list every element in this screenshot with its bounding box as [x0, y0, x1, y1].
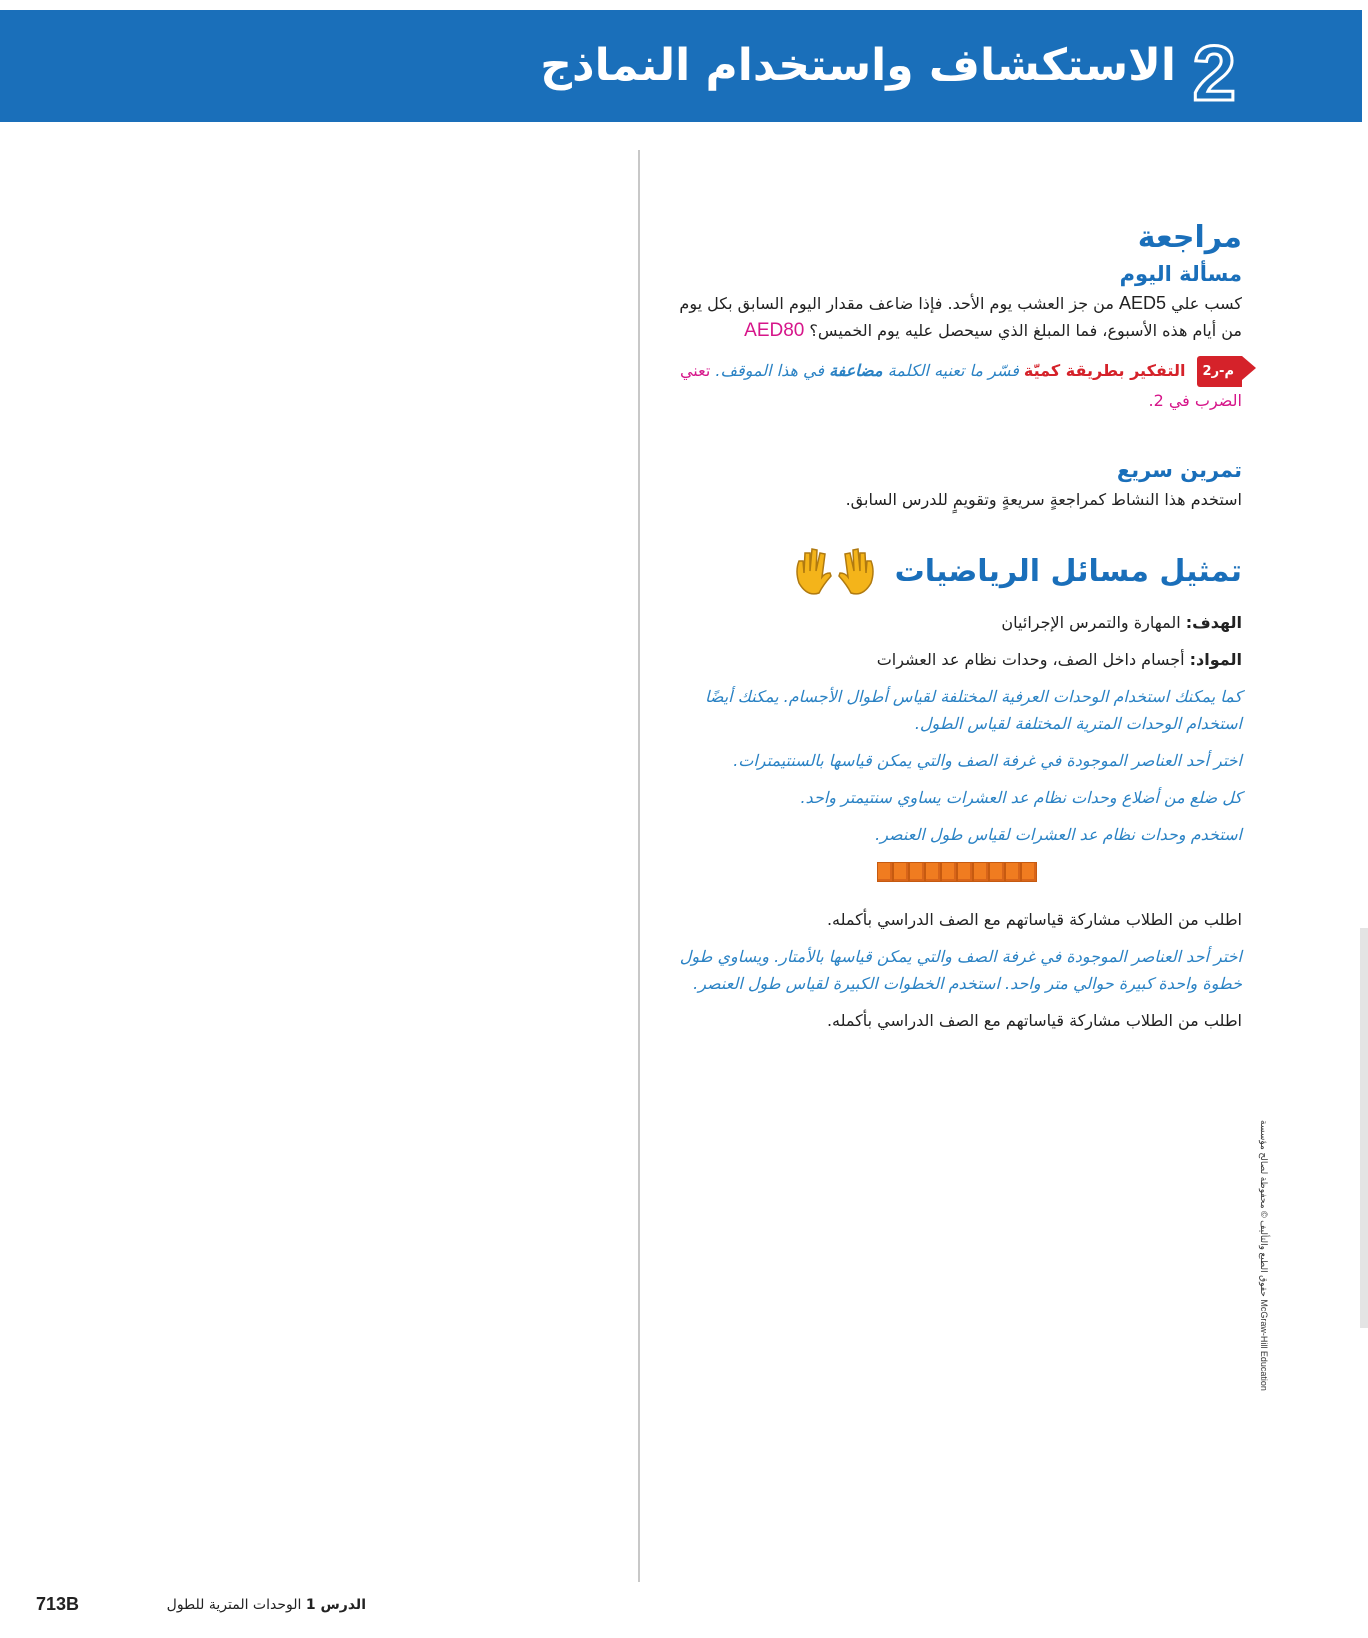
- lesson-reference: [167, 1597, 366, 1613]
- problem-of-day-heading: مسألة اليوم: [1119, 262, 1242, 286]
- copyright-text: حقوق الطبع والتأليف © محفوظة لصالح مؤسسة McGraw-Hill Education: [1259, 1120, 1269, 1391]
- base-ten-cube: [957, 862, 973, 882]
- activity-materials: [672, 646, 1242, 673]
- base-ten-cube: [1005, 862, 1021, 882]
- activity-goal: [672, 609, 1242, 636]
- chapter-title: الاستكشاف واستخدام النماذج: [540, 40, 1176, 91]
- materials-label: المواد:: [1189, 650, 1242, 669]
- base-ten-cube: [877, 862, 893, 882]
- think-quantitatively-note: [672, 356, 1242, 414]
- margin-bar: [1360, 928, 1368, 1328]
- page-number: 713B: [36, 1594, 80, 1614]
- column-divider: [638, 150, 640, 1582]
- main-column: [672, 218, 1242, 1034]
- problem-text: [672, 290, 1242, 344]
- base-ten-cube: [925, 862, 941, 882]
- problem-amount: AED5: [1119, 293, 1167, 313]
- think-text1: فسّر ما تعنيه الكلمة: [882, 361, 1024, 380]
- materials-text: أجسام داخل الصف، وحدات نظام عد العشرات: [876, 650, 1190, 669]
- activity-note-cube-side: كل ضلع من أضلاع وحدات نظام عد العشرات يساوي سنتيمتر واحد.: [800, 788, 1242, 807]
- quick-practice-heading: تمرين سريع: [1116, 458, 1242, 482]
- base-ten-cube: [989, 862, 1005, 882]
- base-ten-cube: [1021, 862, 1037, 882]
- chapter-banner: [0, 10, 1362, 122]
- problem-part2: من جز العشب يوم الأحد. فإذا ضاعف مقدار اليوم السابق بكل يوم من أيام هذه الأسبوع، فما المبلغ الذي سيحصل عليه يوم الخميس؟: [679, 294, 1242, 340]
- base-ten-rod: [672, 862, 1242, 882]
- review-heading: مراجعة: [1137, 220, 1242, 255]
- copyright-credit: [1255, 1120, 1275, 1440]
- think-label: التفكير بطريقة كميّة: [1023, 361, 1186, 380]
- base-ten-cube: [973, 862, 989, 882]
- base-ten-cube: [893, 862, 909, 882]
- goal-label: الهدف:: [1185, 613, 1242, 632]
- activity-note-measure: استخدم وحدات نظام عد العشرات لقياس طول العنصر.: [875, 825, 1242, 844]
- lesson-title: الوحدات المترية للطول: [166, 1597, 306, 1613]
- practice-badge-icon: م-ر2: [1197, 356, 1242, 387]
- activity-title: تمثيل مسائل الرياضيات: [894, 553, 1242, 589]
- activity-heading-row: [672, 543, 1242, 599]
- goal-text: المهارة والتمرس الإجرائيان: [1001, 613, 1186, 632]
- think-answer: تعني الضرب في 2.: [679, 361, 1242, 410]
- quick-practice-text: استخدم هذا النشاط كمراجعةٍ سريعةٍ وتقويمٍ للدرس السابق.: [845, 490, 1242, 509]
- lesson-label: الدرس 1: [305, 1597, 366, 1613]
- activity-note-choose-cm: اختر أحد العناصر الموجودة في غرفة الصف والتي يمكن قياسها بالسنتيمترات.: [733, 751, 1242, 770]
- problem-part1: كسب علي: [1166, 294, 1242, 313]
- activity-note-units: كما يمكنك استخدام الوحدات العرفية المختلفة لقياس أطوال الأجسام. يمكنك أيضًا استخدام الوحدات المترية المختلفة لقياس الطول.: [704, 687, 1242, 733]
- think-keyword: مضاعفة: [829, 361, 883, 380]
- problem-answer: AED80: [744, 320, 805, 341]
- page-footer: [36, 1594, 366, 1618]
- chapter-number: 2: [1192, 29, 1236, 117]
- activity-note-meters: اختر أحد العناصر الموجودة في غرفة الصف والتي يمكن قياسها بالأمتار. ويساوي طول خطوة واحدة كبيرة حوالي متر واحد. استخدم الخطوات الكبيرة لقياس طول العنصر.: [679, 947, 1242, 993]
- base-ten-cube: [941, 862, 957, 882]
- base-ten-cube: [909, 862, 925, 882]
- hands-icon: [789, 543, 881, 599]
- think-text2: في هذا الموقف.: [710, 361, 830, 380]
- activity-share-2: اطلب من الطلاب مشاركة قياساتهم مع الصف الدراسي بأكمله.: [826, 1011, 1242, 1030]
- activity-share-1: اطلب من الطلاب مشاركة قياساتهم مع الصف الدراسي بأكمله.: [826, 910, 1242, 929]
